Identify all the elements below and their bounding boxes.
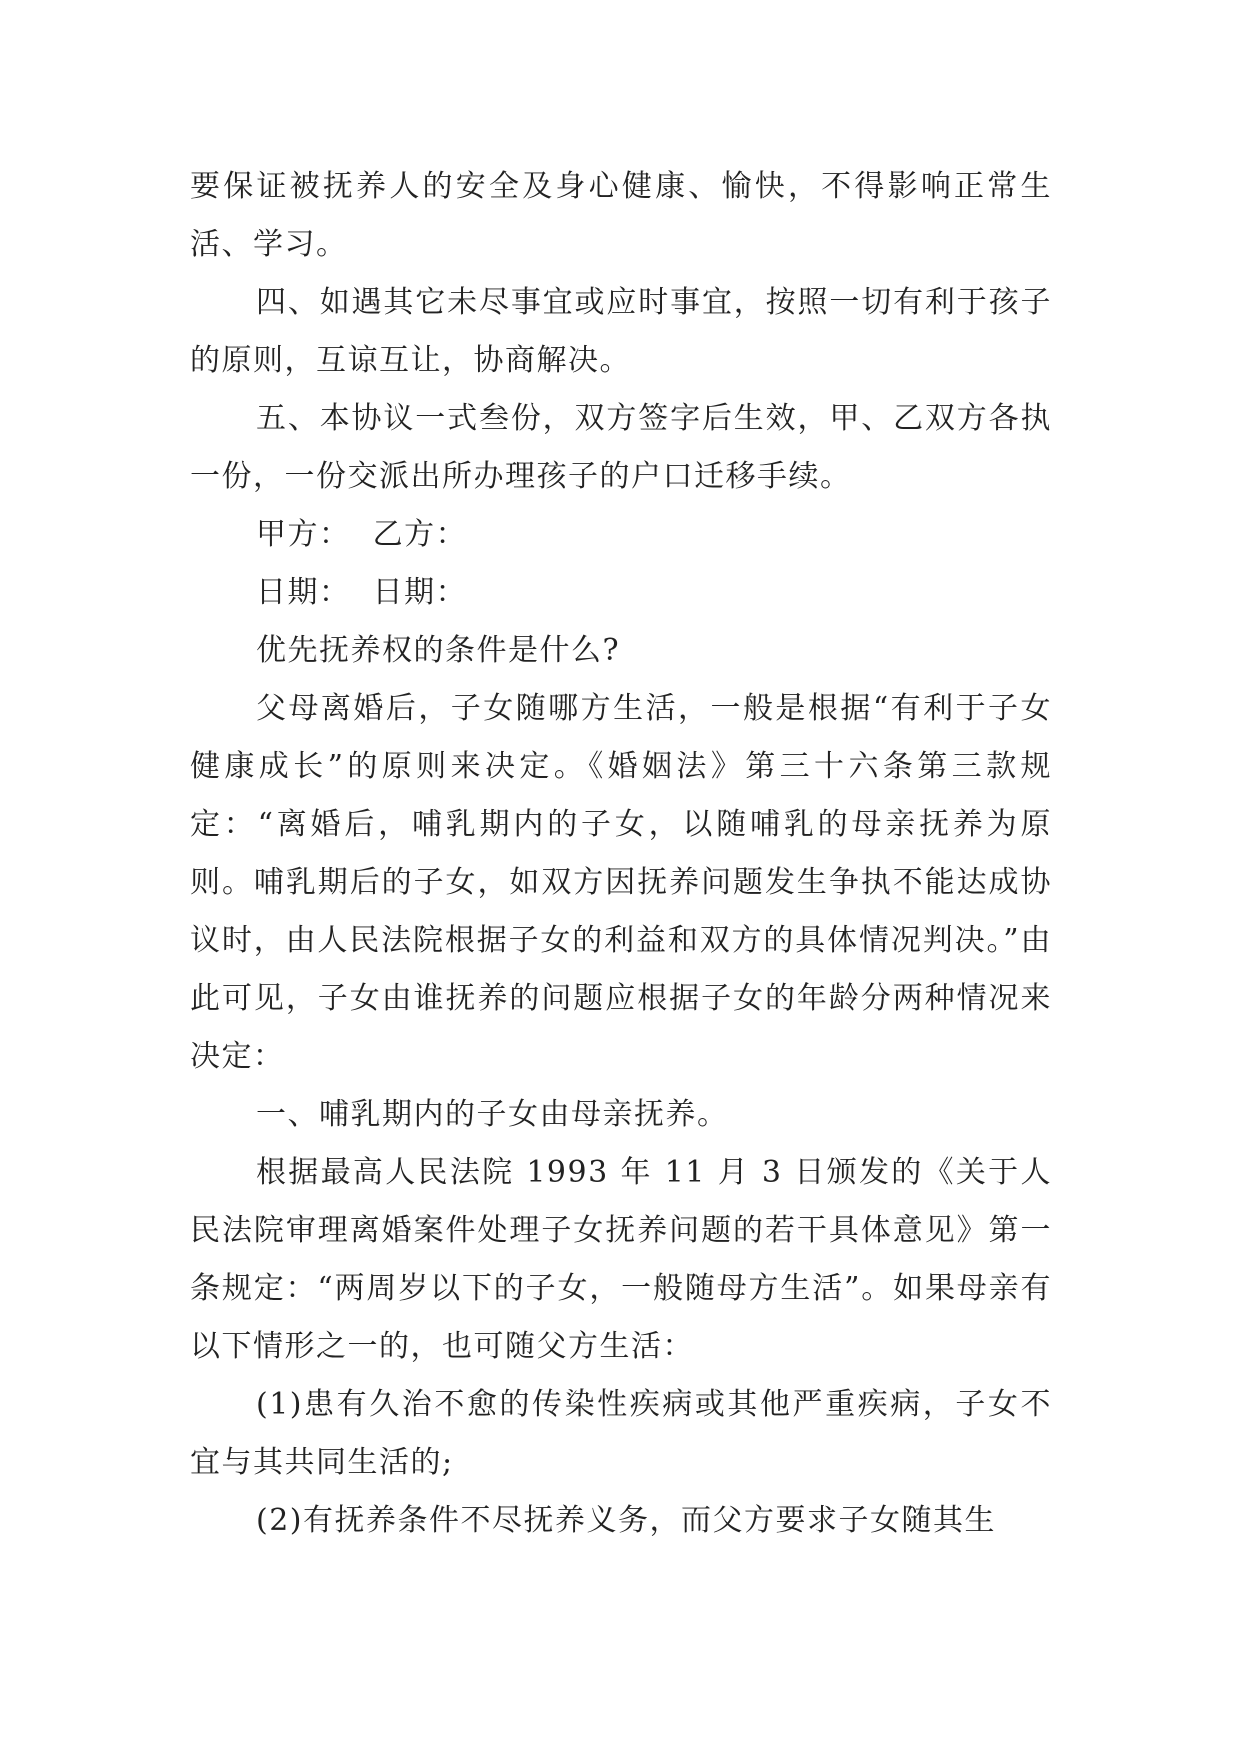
list-item-2: (2)有抚养条件不尽抚养义务，而父方要求子女随其生 [256, 1503, 996, 1538]
signature-date-line: 日期： 日期： [256, 575, 468, 610]
paragraph-3: 五、本协议一式叁份，双方签字后生效，甲、乙双方各执一份，一份交派出所办理孩子的户口迁移手续。 [190, 401, 1052, 494]
paragraph-2: 四、如遇其它未尽事宜或应时事宜，按照一切有利于孩子的原则，互谅互让，协商解决。 [190, 285, 1052, 378]
paragraph-9: 根据最高人民法院 1993 年 11 月 3 日颁发的《关于人民法院审理离婚案件处理子女抚养问题的若干具体意见》第一条规定：“两周岁以下的子女，一般随母方生活”。如果母亲有以下情形之一的，也可随父方生活： [190, 1155, 1052, 1364]
paragraph-1: 要保证被抚养人的安全及身心健康、愉快，不得影响正常生活、学习。 [190, 169, 1052, 262]
signature-party-line: 甲方： 乙方： [256, 517, 468, 552]
section-question: 优先抚养权的条件是什么? [256, 633, 621, 668]
list-item-1: (1)患有久治不愈的传染性疾病或其他严重疾病，子女不宜与其共同生活的; [190, 1387, 1052, 1480]
paragraph-8: 一、哺乳期内的子女由母亲抚养。 [256, 1097, 729, 1132]
paragraph-7: 父母离婚后，子女随哪方生活，一般是根据“有利于子女健康成长”的原则来决定。《婚姻法》第三十六条第三款规定：“离婚后，哺乳期内的子女，以随哺乳的母亲抚养为原则。哺乳期后的子女，如双方因抚养问题发生争执不能达成协议时，由人民法院根据子女的利益和双方的具体情况判决。”由此可见，子女由谁抚养的问题应根据子女的年龄分两种情况来决定： [190, 691, 1052, 1074]
document-body [190, 158, 1052, 1550]
